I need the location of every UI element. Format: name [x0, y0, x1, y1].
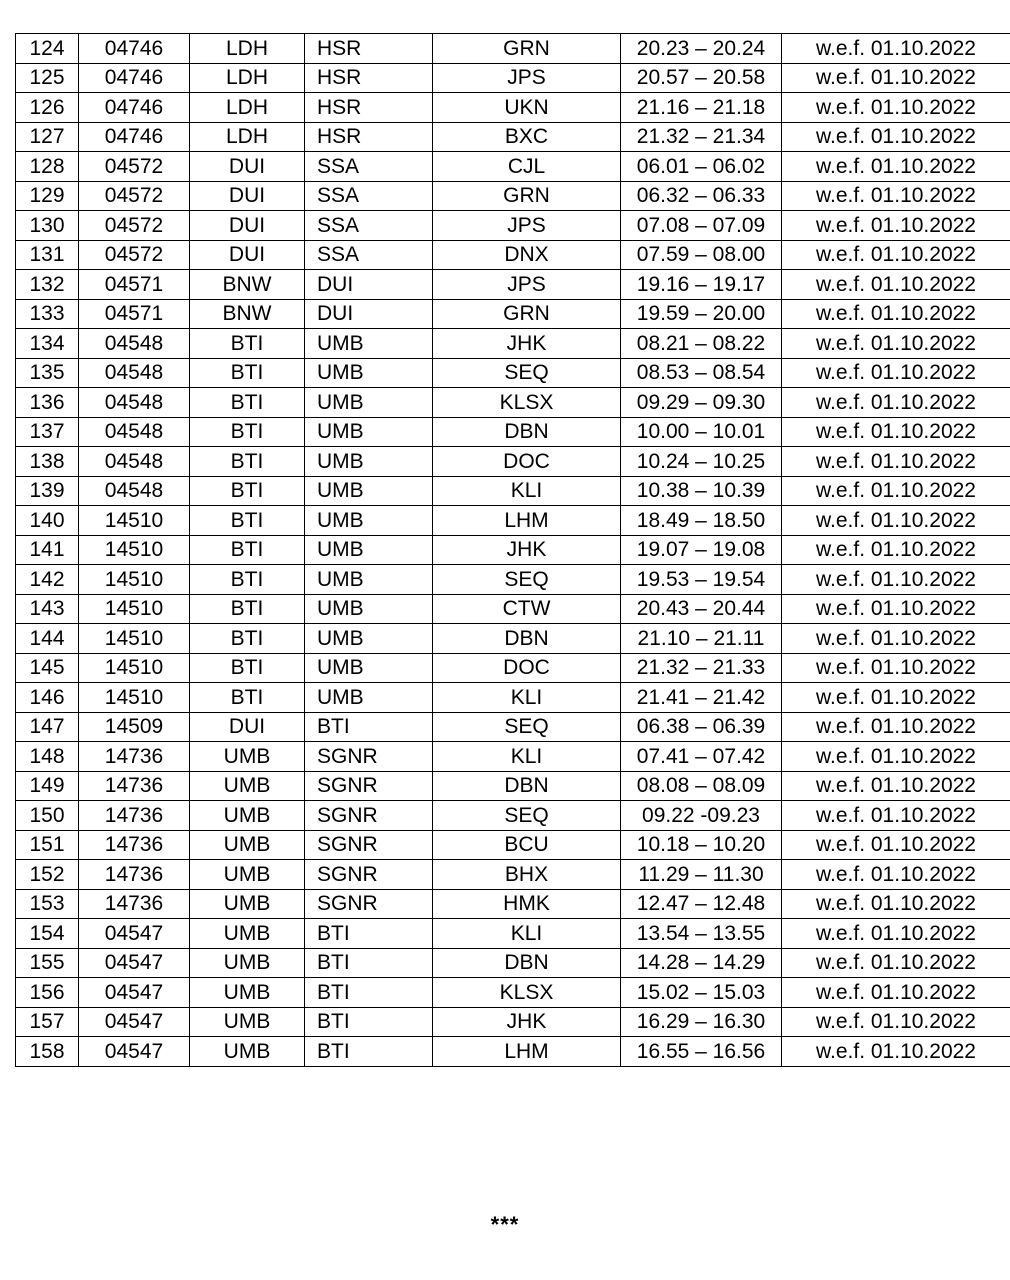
- halt-station-cell: CTW: [433, 594, 621, 624]
- serial-number-cell: 133: [16, 299, 79, 329]
- from-station-cell: BTI: [190, 388, 305, 418]
- effective-date-cell: w.e.f. 01.10.2022: [782, 211, 1010, 241]
- to-station-cell: SSA: [305, 152, 433, 182]
- timing-cell: 19.16 – 19.17: [621, 270, 782, 300]
- halt-station-cell: DBN: [433, 948, 621, 978]
- halt-station-cell: DBN: [433, 771, 621, 801]
- train-number-cell: 14510: [79, 624, 190, 654]
- effective-date-cell: w.e.f. 01.10.2022: [782, 93, 1010, 123]
- timing-cell: 21.10 – 21.11: [621, 624, 782, 654]
- timing-cell: 20.43 – 20.44: [621, 594, 782, 624]
- from-station-cell: BTI: [190, 653, 305, 683]
- from-station-cell: BTI: [190, 447, 305, 477]
- effective-date-cell: w.e.f. 01.10.2022: [782, 948, 1010, 978]
- train-number-cell: 14510: [79, 683, 190, 713]
- serial-number-cell: 145: [16, 653, 79, 683]
- train-number-cell: 04548: [79, 417, 190, 447]
- timing-cell: 10.38 – 10.39: [621, 476, 782, 506]
- timing-cell: 08.08 – 08.09: [621, 771, 782, 801]
- from-station-cell: LDH: [190, 93, 305, 123]
- to-station-cell: SSA: [305, 181, 433, 211]
- from-station-cell: BTI: [190, 476, 305, 506]
- halt-station-cell: JHK: [433, 1007, 621, 1037]
- train-number-cell: 04548: [79, 329, 190, 359]
- to-station-cell: BTI: [305, 1037, 433, 1067]
- to-station-cell: HSR: [305, 93, 433, 123]
- effective-date-cell: w.e.f. 01.10.2022: [782, 860, 1010, 890]
- table-row: [16, 565, 1010, 595]
- timing-cell: 21.32 – 21.34: [621, 122, 782, 152]
- halt-station-cell: HMK: [433, 889, 621, 919]
- serial-number-cell: 155: [16, 948, 79, 978]
- train-number-cell: 04572: [79, 211, 190, 241]
- table-row: [16, 1007, 1010, 1037]
- table-row: [16, 122, 1010, 152]
- serial-number-cell: 136: [16, 388, 79, 418]
- train-number-cell: 04548: [79, 447, 190, 477]
- train-number-cell: 04746: [79, 34, 190, 64]
- to-station-cell: DUI: [305, 270, 433, 300]
- table-row: [16, 889, 1010, 919]
- effective-date-cell: w.e.f. 01.10.2022: [782, 181, 1010, 211]
- table-row: [16, 476, 1010, 506]
- effective-date-cell: w.e.f. 01.10.2022: [782, 801, 1010, 831]
- halt-station-cell: SEQ: [433, 565, 621, 595]
- table-row: [16, 152, 1010, 182]
- to-station-cell: SSA: [305, 240, 433, 270]
- timing-cell: 06.38 – 06.39: [621, 712, 782, 742]
- serial-number-cell: 154: [16, 919, 79, 949]
- from-station-cell: BNW: [190, 270, 305, 300]
- serial-number-cell: 148: [16, 742, 79, 772]
- from-station-cell: UMB: [190, 860, 305, 890]
- table-row: [16, 919, 1010, 949]
- table-row: [16, 506, 1010, 536]
- to-station-cell: BTI: [305, 919, 433, 949]
- timing-cell: 19.07 – 19.08: [621, 535, 782, 565]
- schedule-table-body: [16, 34, 1010, 1067]
- effective-date-cell: w.e.f. 01.10.2022: [782, 329, 1010, 359]
- from-station-cell: BTI: [190, 506, 305, 536]
- serial-number-cell: 153: [16, 889, 79, 919]
- to-station-cell: UMB: [305, 565, 433, 595]
- halt-station-cell: KLSX: [433, 978, 621, 1008]
- halt-station-cell: LHM: [433, 1037, 621, 1067]
- halt-station-cell: GRN: [433, 299, 621, 329]
- to-station-cell: SGNR: [305, 860, 433, 890]
- to-station-cell: UMB: [305, 683, 433, 713]
- effective-date-cell: w.e.f. 01.10.2022: [782, 978, 1010, 1008]
- effective-date-cell: w.e.f. 01.10.2022: [782, 653, 1010, 683]
- train-number-cell: 14736: [79, 860, 190, 890]
- train-number-cell: 14510: [79, 535, 190, 565]
- from-station-cell: UMB: [190, 978, 305, 1008]
- effective-date-cell: w.e.f. 01.10.2022: [782, 1037, 1010, 1067]
- serial-number-cell: 135: [16, 358, 79, 388]
- serial-number-cell: 125: [16, 63, 79, 93]
- timing-cell: 14.28 – 14.29: [621, 948, 782, 978]
- to-station-cell: SGNR: [305, 889, 433, 919]
- table-row: [16, 653, 1010, 683]
- table-row: [16, 742, 1010, 772]
- table-row: [16, 417, 1010, 447]
- serial-number-cell: 127: [16, 122, 79, 152]
- serial-number-cell: 144: [16, 624, 79, 654]
- serial-number-cell: 141: [16, 535, 79, 565]
- serial-number-cell: 143: [16, 594, 79, 624]
- effective-date-cell: w.e.f. 01.10.2022: [782, 417, 1010, 447]
- effective-date-cell: w.e.f. 01.10.2022: [782, 63, 1010, 93]
- serial-number-cell: 149: [16, 771, 79, 801]
- table-row: [16, 712, 1010, 742]
- table-row: [16, 240, 1010, 270]
- serial-number-cell: 134: [16, 329, 79, 359]
- train-number-cell: 04571: [79, 270, 190, 300]
- effective-date-cell: w.e.f. 01.10.2022: [782, 771, 1010, 801]
- from-station-cell: DUI: [190, 152, 305, 182]
- stoppage-schedule-table: [15, 33, 1010, 1067]
- table-row: [16, 948, 1010, 978]
- train-number-cell: 04547: [79, 1007, 190, 1037]
- table-row: [16, 624, 1010, 654]
- from-station-cell: UMB: [190, 771, 305, 801]
- halt-station-cell: KLI: [433, 683, 621, 713]
- from-station-cell: BNW: [190, 299, 305, 329]
- from-station-cell: DUI: [190, 240, 305, 270]
- serial-number-cell: 132: [16, 270, 79, 300]
- effective-date-cell: w.e.f. 01.10.2022: [782, 624, 1010, 654]
- halt-station-cell: JHK: [433, 535, 621, 565]
- halt-station-cell: GRN: [433, 181, 621, 211]
- to-station-cell: HSR: [305, 34, 433, 64]
- halt-station-cell: DOC: [433, 653, 621, 683]
- halt-station-cell: KLI: [433, 742, 621, 772]
- table-row: [16, 358, 1010, 388]
- timing-cell: 08.53 – 08.54: [621, 358, 782, 388]
- timing-cell: 21.41 – 21.42: [621, 683, 782, 713]
- train-number-cell: 04572: [79, 152, 190, 182]
- table-row: [16, 771, 1010, 801]
- serial-number-cell: 129: [16, 181, 79, 211]
- timing-cell: 15.02 – 15.03: [621, 978, 782, 1008]
- serial-number-cell: 138: [16, 447, 79, 477]
- table-row: [16, 181, 1010, 211]
- serial-number-cell: 139: [16, 476, 79, 506]
- halt-station-cell: KLI: [433, 476, 621, 506]
- from-station-cell: UMB: [190, 1007, 305, 1037]
- timing-cell: 10.18 – 10.20: [621, 830, 782, 860]
- serial-number-cell: 137: [16, 417, 79, 447]
- halt-station-cell: JHK: [433, 329, 621, 359]
- halt-station-cell: GRN: [433, 34, 621, 64]
- effective-date-cell: w.e.f. 01.10.2022: [782, 358, 1010, 388]
- table-row: [16, 270, 1010, 300]
- train-number-cell: 14736: [79, 830, 190, 860]
- train-number-cell: 04547: [79, 948, 190, 978]
- timing-cell: 18.49 – 18.50: [621, 506, 782, 536]
- to-station-cell: SGNR: [305, 771, 433, 801]
- table-row: [16, 978, 1010, 1008]
- timing-cell: 19.53 – 19.54: [621, 565, 782, 595]
- effective-date-cell: w.e.f. 01.10.2022: [782, 594, 1010, 624]
- halt-station-cell: LHM: [433, 506, 621, 536]
- serial-number-cell: 151: [16, 830, 79, 860]
- to-station-cell: BTI: [305, 978, 433, 1008]
- to-station-cell: UMB: [305, 447, 433, 477]
- from-station-cell: BTI: [190, 329, 305, 359]
- from-station-cell: DUI: [190, 712, 305, 742]
- to-station-cell: UMB: [305, 329, 433, 359]
- halt-station-cell: DOC: [433, 447, 621, 477]
- train-number-cell: 14510: [79, 565, 190, 595]
- serial-number-cell: 142: [16, 565, 79, 595]
- train-number-cell: 14509: [79, 712, 190, 742]
- effective-date-cell: w.e.f. 01.10.2022: [782, 152, 1010, 182]
- to-station-cell: SGNR: [305, 742, 433, 772]
- timing-cell: 13.54 – 13.55: [621, 919, 782, 949]
- halt-station-cell: JPS: [433, 211, 621, 241]
- table-row: [16, 211, 1010, 241]
- to-station-cell: DUI: [305, 299, 433, 329]
- effective-date-cell: w.e.f. 01.10.2022: [782, 270, 1010, 300]
- to-station-cell: UMB: [305, 624, 433, 654]
- train-number-cell: 04746: [79, 93, 190, 123]
- serial-number-cell: 124: [16, 34, 79, 64]
- from-station-cell: BTI: [190, 624, 305, 654]
- effective-date-cell: w.e.f. 01.10.2022: [782, 919, 1010, 949]
- halt-station-cell: SEQ: [433, 712, 621, 742]
- from-station-cell: DUI: [190, 211, 305, 241]
- timing-cell: 12.47 – 12.48: [621, 889, 782, 919]
- table-row: [16, 299, 1010, 329]
- timing-cell: 07.41 – 07.42: [621, 742, 782, 772]
- from-station-cell: BTI: [190, 683, 305, 713]
- effective-date-cell: w.e.f. 01.10.2022: [782, 506, 1010, 536]
- table-row: [16, 830, 1010, 860]
- serial-number-cell: 130: [16, 211, 79, 241]
- to-station-cell: UMB: [305, 594, 433, 624]
- effective-date-cell: w.e.f. 01.10.2022: [782, 742, 1010, 772]
- timing-cell: 07.08 – 07.09: [621, 211, 782, 241]
- halt-station-cell: CJL: [433, 152, 621, 182]
- to-station-cell: UMB: [305, 535, 433, 565]
- train-number-cell: 04746: [79, 122, 190, 152]
- from-station-cell: UMB: [190, 889, 305, 919]
- from-station-cell: UMB: [190, 919, 305, 949]
- halt-station-cell: BHX: [433, 860, 621, 890]
- to-station-cell: UMB: [305, 476, 433, 506]
- from-station-cell: UMB: [190, 1037, 305, 1067]
- from-station-cell: LDH: [190, 122, 305, 152]
- effective-date-cell: w.e.f. 01.10.2022: [782, 565, 1010, 595]
- serial-number-cell: 147: [16, 712, 79, 742]
- train-number-cell: 04746: [79, 63, 190, 93]
- table-row: [16, 860, 1010, 890]
- timing-cell: 07.59 – 08.00: [621, 240, 782, 270]
- train-number-cell: 04548: [79, 476, 190, 506]
- effective-date-cell: w.e.f. 01.10.2022: [782, 447, 1010, 477]
- train-number-cell: 04547: [79, 919, 190, 949]
- to-station-cell: UMB: [305, 506, 433, 536]
- halt-station-cell: DNX: [433, 240, 621, 270]
- effective-date-cell: w.e.f. 01.10.2022: [782, 889, 1010, 919]
- effective-date-cell: w.e.f. 01.10.2022: [782, 240, 1010, 270]
- serial-number-cell: 158: [16, 1037, 79, 1067]
- train-number-cell: 04547: [79, 1037, 190, 1067]
- timing-cell: 19.59 – 20.00: [621, 299, 782, 329]
- halt-station-cell: UKN: [433, 93, 621, 123]
- effective-date-cell: w.e.f. 01.10.2022: [782, 122, 1010, 152]
- train-number-cell: 14736: [79, 889, 190, 919]
- timing-cell: 16.55 – 16.56: [621, 1037, 782, 1067]
- from-station-cell: BTI: [190, 565, 305, 595]
- train-number-cell: 04572: [79, 240, 190, 270]
- to-station-cell: UMB: [305, 388, 433, 418]
- effective-date-cell: w.e.f. 01.10.2022: [782, 299, 1010, 329]
- train-number-cell: 14736: [79, 801, 190, 831]
- effective-date-cell: w.e.f. 01.10.2022: [782, 1007, 1010, 1037]
- effective-date-cell: w.e.f. 01.10.2022: [782, 712, 1010, 742]
- table-row: [16, 329, 1010, 359]
- to-station-cell: UMB: [305, 358, 433, 388]
- table-row: [16, 1037, 1010, 1067]
- train-number-cell: 14736: [79, 742, 190, 772]
- table-row: [16, 34, 1010, 64]
- from-station-cell: UMB: [190, 742, 305, 772]
- effective-date-cell: w.e.f. 01.10.2022: [782, 388, 1010, 418]
- serial-number-cell: 128: [16, 152, 79, 182]
- table-row: [16, 683, 1010, 713]
- train-number-cell: 14510: [79, 594, 190, 624]
- to-station-cell: UMB: [305, 417, 433, 447]
- train-number-cell: 14510: [79, 653, 190, 683]
- train-number-cell: 14510: [79, 506, 190, 536]
- table-row: [16, 447, 1010, 477]
- effective-date-cell: w.e.f. 01.10.2022: [782, 34, 1010, 64]
- halt-station-cell: DBN: [433, 417, 621, 447]
- to-station-cell: BTI: [305, 1007, 433, 1037]
- timing-cell: 11.29 – 11.30: [621, 860, 782, 890]
- to-station-cell: UMB: [305, 653, 433, 683]
- serial-number-cell: 157: [16, 1007, 79, 1037]
- serial-number-cell: 126: [16, 93, 79, 123]
- timing-cell: 21.32 – 21.33: [621, 653, 782, 683]
- halt-station-cell: KLI: [433, 919, 621, 949]
- to-station-cell: HSR: [305, 63, 433, 93]
- serial-number-cell: 146: [16, 683, 79, 713]
- table-row: [16, 93, 1010, 123]
- train-number-cell: 14736: [79, 771, 190, 801]
- timing-cell: 08.21 – 08.22: [621, 329, 782, 359]
- timing-cell: 16.29 – 16.30: [621, 1007, 782, 1037]
- serial-number-cell: 156: [16, 978, 79, 1008]
- from-station-cell: LDH: [190, 63, 305, 93]
- timing-cell: 20.57 – 20.58: [621, 63, 782, 93]
- halt-station-cell: DBN: [433, 624, 621, 654]
- from-station-cell: LDH: [190, 34, 305, 64]
- effective-date-cell: w.e.f. 01.10.2022: [782, 830, 1010, 860]
- to-station-cell: SSA: [305, 211, 433, 241]
- table-row: [16, 594, 1010, 624]
- from-station-cell: UMB: [190, 948, 305, 978]
- timing-cell: 06.01 – 06.02: [621, 152, 782, 182]
- halt-station-cell: BXC: [433, 122, 621, 152]
- halt-station-cell: SEQ: [433, 358, 621, 388]
- from-station-cell: UMB: [190, 801, 305, 831]
- to-station-cell: HSR: [305, 122, 433, 152]
- timing-cell: 06.32 – 06.33: [621, 181, 782, 211]
- to-station-cell: SGNR: [305, 801, 433, 831]
- train-number-cell: 04547: [79, 978, 190, 1008]
- train-number-cell: 04548: [79, 388, 190, 418]
- serial-number-cell: 152: [16, 860, 79, 890]
- serial-number-cell: 150: [16, 801, 79, 831]
- serial-number-cell: 131: [16, 240, 79, 270]
- serial-number-cell: 140: [16, 506, 79, 536]
- from-station-cell: BTI: [190, 358, 305, 388]
- from-station-cell: BTI: [190, 417, 305, 447]
- effective-date-cell: w.e.f. 01.10.2022: [782, 683, 1010, 713]
- timing-cell: 21.16 – 21.18: [621, 93, 782, 123]
- table-row: [16, 801, 1010, 831]
- table-row: [16, 535, 1010, 565]
- effective-date-cell: w.e.f. 01.10.2022: [782, 535, 1010, 565]
- to-station-cell: BTI: [305, 948, 433, 978]
- halt-station-cell: SEQ: [433, 801, 621, 831]
- timing-cell: 20.23 – 20.24: [621, 34, 782, 64]
- halt-station-cell: JPS: [433, 63, 621, 93]
- table-row: [16, 63, 1010, 93]
- timing-cell: 09.29 – 09.30: [621, 388, 782, 418]
- train-number-cell: 04548: [79, 358, 190, 388]
- halt-station-cell: BCU: [433, 830, 621, 860]
- timing-cell: 10.24 – 10.25: [621, 447, 782, 477]
- from-station-cell: BTI: [190, 535, 305, 565]
- timing-cell: 09.22 -09.23: [621, 801, 782, 831]
- end-of-document-mark: ***: [490, 1212, 520, 1237]
- train-number-cell: 04571: [79, 299, 190, 329]
- timing-cell: 10.00 – 10.01: [621, 417, 782, 447]
- from-station-cell: UMB: [190, 830, 305, 860]
- to-station-cell: BTI: [305, 712, 433, 742]
- to-station-cell: SGNR: [305, 830, 433, 860]
- halt-station-cell: KLSX: [433, 388, 621, 418]
- train-number-cell: 04572: [79, 181, 190, 211]
- from-station-cell: DUI: [190, 181, 305, 211]
- from-station-cell: BTI: [190, 594, 305, 624]
- effective-date-cell: w.e.f. 01.10.2022: [782, 476, 1010, 506]
- table-row: [16, 388, 1010, 418]
- halt-station-cell: JPS: [433, 270, 621, 300]
